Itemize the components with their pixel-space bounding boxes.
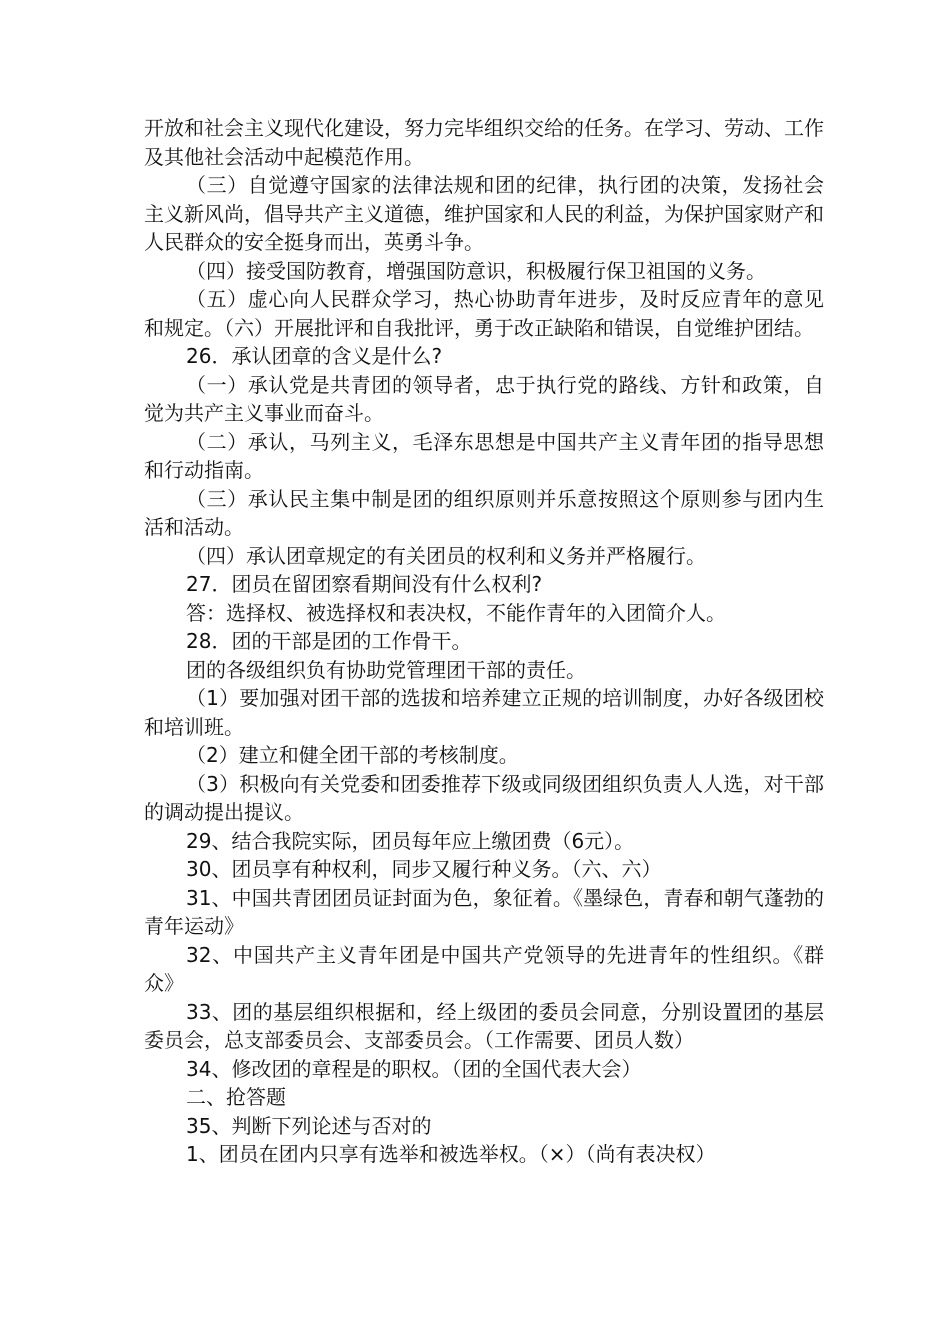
paragraph: 开放和社会主义现代化建设，努力完毕组织交给的任务。在学习、劳动、工作及其他社会活动中起模范作用。: [144, 116, 824, 169]
fill-in-item: 29、结合我院实际，团员每年应上缴团费（6元）。: [186, 828, 635, 853]
paragraph: （四）承认团章规定的有关团员的权利和义务并严格履行。: [186, 543, 706, 568]
fill-in-item: 31、中国共青团团员证封面为色，象征着。《墨绿色，青春和朝气蓬勃的青年运动》: [144, 885, 824, 938]
paragraph: （四）接受国防教育，增强国防意识，积极履行保卫祖国的义务。: [186, 258, 766, 283]
answer: 答：选择权、被选择权和表决权，不能作青年的入团简介人。: [186, 600, 726, 625]
paragraph: （一）承认党是共青团的领导者，忠于执行党的路线、方针和政策，自觉为共产主义事业而奋斗。: [144, 372, 824, 425]
question-heading: 27．团员在留团察看期间没有什么权利?: [186, 572, 543, 596]
paragraph: 团的各级组织负有协助党管理团干部的责任。: [186, 657, 586, 682]
fill-in-item: 33、团的基层组织根据和，经上级团的委员会同意，分别设置团的基层委员会，总支部委员会、支部委员会。（工作需要、团员人数）: [144, 999, 824, 1052]
fill-in-item: 34、修改团的章程是的职权。（团的全国代表大会）: [186, 1056, 642, 1081]
paragraph: （2）建立和健全团干部的考核制度。: [186, 743, 519, 767]
paragraph: （3）积极向有关党委和团委推荐下级或同级团组织负责人人选，对干部的调动提出提议。: [144, 771, 824, 824]
question-heading: 28．团的干部是团的工作骨干。: [186, 629, 472, 653]
question-heading: 35、判断下列论述与否对的: [186, 1113, 432, 1138]
paragraph: （三）承认民主集中制是团的组织原则并乐意按照这个原则参与团内生活和活动。: [144, 486, 824, 539]
paragraph: （三）自觉遵守国家的法律法规和团的纪律，执行团的决策，发扬社会主义新风尚，倡导共产主义道德，维护国家和人民的利益，为保护国家财产和人民群众的安全挺身而出，英勇斗争。: [144, 173, 824, 254]
paragraph: （二）承认，马列主义，毛泽东思想是中国共产主义青年团的指导思想和行动指南。: [144, 429, 824, 482]
document-body: [144, 114, 824, 1169]
section-heading: 二、抢答题: [186, 1085, 286, 1109]
fill-in-item: 32、中国共产主义青年团是中国共产党领导的先进青年的性组织。《群众》: [144, 942, 824, 995]
fill-in-item: 30、团员享有种权利，同步又履行种义务。（六、六）: [186, 857, 662, 881]
paragraph: （五）虚心向人民群众学习，热心协助青年进步，及时反应青年的意见和规定。（六）开展批评和自我批评，勇于改正缺陷和错误，自觉维护团结。: [144, 287, 824, 340]
paragraph: （1）要加强对团干部的选拔和培养建立正规的培训制度，办好各级团校和培训班。: [144, 686, 824, 739]
question-heading: 26．承认团章的含义是什么?: [186, 344, 443, 368]
judgement-item: 1、团员在团内只享有选举和被选举权。（×）（尚有表决权）: [186, 1142, 716, 1166]
